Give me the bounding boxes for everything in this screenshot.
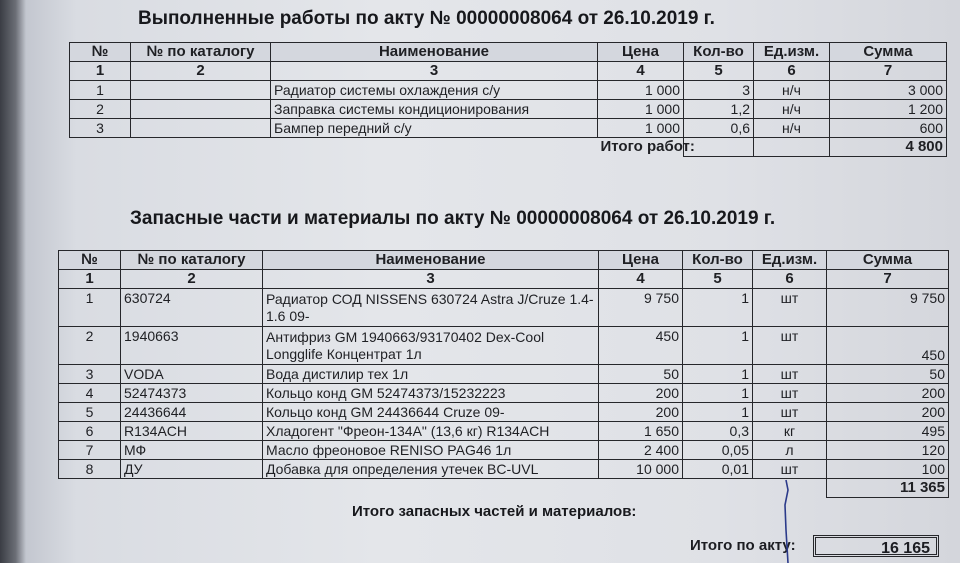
row-name: Хладогент "Фреон-134А" (13,6 кг) R134ACH [263, 422, 599, 441]
row-num: 3 [70, 119, 131, 138]
row-price: 50 [599, 365, 683, 384]
row-price: 1 000 [598, 81, 684, 100]
row-unit: шт [753, 384, 827, 403]
row-price: 1 000 [598, 100, 684, 119]
col-index: 5 [684, 62, 754, 81]
col-price-header: Цена [598, 43, 684, 62]
row-num: 6 [59, 422, 121, 441]
row-sum: 3 000 [830, 81, 947, 100]
col-index: 2 [131, 62, 271, 81]
col-index: 3 [271, 62, 598, 81]
row-sum: 50 [827, 365, 949, 384]
row-num: 1 [70, 81, 131, 100]
parts-title: Запасные части и материалы по акту № 00000008064 от 26.10.2019 г. [130, 208, 776, 229]
col-name-header: Наименование [263, 251, 599, 270]
row-price: 10 000 [599, 460, 683, 479]
row-name: Радиатор СОД NISSENS 630724 Astra J/Cruze 1.4-1.6 09- [263, 289, 599, 327]
row-sum: 495 [827, 422, 949, 441]
row-qty: 1 [683, 403, 753, 422]
row-sum: 120 [827, 441, 949, 460]
row-catalog: 24436644 [121, 403, 263, 422]
col-qty-header: Кол-во [683, 251, 753, 270]
works-title: Выполненные работы по акту № 00000008064 от 26.10.2019 г. [138, 8, 715, 29]
col-catalog-header: № по каталогу [121, 251, 263, 270]
row-unit: шт [753, 327, 827, 365]
row-sum: 1 200 [830, 100, 947, 119]
row-qty: 1 [683, 365, 753, 384]
row-name: Вода дистилир тех 1л [263, 365, 599, 384]
grand-total-label: Итого по акту: [690, 537, 796, 554]
row-catalog: VODA [121, 365, 263, 384]
row-unit: шт [753, 403, 827, 422]
row-name: Заправка системы кондиционирования [271, 100, 598, 119]
col-index: 1 [59, 270, 121, 289]
row-sum: 9 750 [827, 289, 949, 327]
row-price: 450 [599, 327, 683, 365]
row-catalog: 52474373 [121, 384, 263, 403]
row-num: 2 [59, 327, 121, 365]
col-index: 7 [827, 270, 949, 289]
row-name: Кольцо конд GM 24436644 Cruze 09- [263, 403, 599, 422]
row-catalog: ДУ [121, 460, 263, 479]
row-price: 1 650 [599, 422, 683, 441]
col-index: 1 [70, 62, 131, 81]
row-sum: 200 [827, 384, 949, 403]
row-name: Бампер передний с/у [271, 119, 598, 138]
col-sum-header: Сумма [830, 43, 947, 62]
row-qty: 0,6 [684, 119, 754, 138]
row-name: Добавка для определения утечек BC-UVL [263, 460, 599, 479]
row-unit: н/ч [754, 119, 830, 138]
row-catalog: 1940663 [121, 327, 263, 365]
row-unit: шт [753, 365, 827, 384]
row-sum: 600 [830, 119, 947, 138]
row-price: 9 750 [599, 289, 683, 327]
parts-total-value: 11 365 [827, 479, 949, 498]
row-price: 200 [599, 403, 683, 422]
row-catalog: МФ [121, 441, 263, 460]
row-sum: 450 [827, 327, 949, 365]
row-unit: н/ч [754, 100, 830, 119]
col-sum-header: Сумма [827, 251, 949, 270]
col-index: 6 [754, 62, 830, 81]
col-index: 5 [683, 270, 753, 289]
row-qty: 0,05 [683, 441, 753, 460]
row-unit: н/ч [754, 81, 830, 100]
row-num: 1 [59, 289, 121, 327]
row-unit: шт [753, 460, 827, 479]
row-name: Кольцо конд GM 52474373/15232223 [263, 384, 599, 403]
row-unit: шт [753, 289, 827, 327]
row-num: 8 [59, 460, 121, 479]
col-num-header: № [59, 251, 121, 270]
row-catalog: 630724 [121, 289, 263, 327]
row-sum: 200 [827, 403, 949, 422]
parts-total-label: Итого запасных частей и материалов: [352, 503, 637, 520]
col-name-header: Наименование [271, 43, 598, 62]
col-qty-header: Кол-во [684, 43, 754, 62]
row-num: 3 [59, 365, 121, 384]
row-num: 2 [70, 100, 131, 119]
row-qty: 0,3 [683, 422, 753, 441]
works-total-label: Итого работ: [600, 138, 695, 156]
row-num: 5 [59, 403, 121, 422]
row-catalog: R134ACH [121, 422, 263, 441]
row-name: Масло фреоновое RENISO PAG46 1л [263, 441, 599, 460]
row-num: 7 [59, 441, 121, 460]
row-unit: л [753, 441, 827, 460]
col-price-header: Цена [599, 251, 683, 270]
row-num: 4 [59, 384, 121, 403]
col-index: 2 [121, 270, 263, 289]
row-qty: 1 [683, 384, 753, 403]
row-unit: кг [753, 422, 827, 441]
grand-total-value: 16 165 [813, 535, 939, 557]
row-qty: 1,2 [684, 100, 754, 119]
row-price: 200 [599, 384, 683, 403]
row-price: 1 000 [598, 119, 684, 138]
row-name: Радиатор системы охлаждения с/у [271, 81, 598, 100]
works-total-value: 4 800 [830, 138, 947, 157]
row-qty: 1 [683, 289, 753, 327]
col-index: 4 [599, 270, 683, 289]
col-index: 3 [263, 270, 599, 289]
col-unit-header: Ед.изм. [753, 251, 827, 270]
col-catalog-header: № по каталогу [131, 43, 271, 62]
row-qty: 1 [683, 327, 753, 365]
col-index: 6 [753, 270, 827, 289]
col-unit-header: Ед.изм. [754, 43, 830, 62]
row-qty: 0,01 [683, 460, 753, 479]
row-sum: 100 [827, 460, 949, 479]
row-qty: 3 [684, 81, 754, 100]
row-name: Антифриз GM 1940663/93170402 Dex-Cool Longglife Концентрат 1л [263, 327, 599, 365]
col-index: 4 [598, 62, 684, 81]
row-price: 2 400 [599, 441, 683, 460]
col-index: 7 [830, 62, 947, 81]
col-num-header: № [70, 43, 131, 62]
